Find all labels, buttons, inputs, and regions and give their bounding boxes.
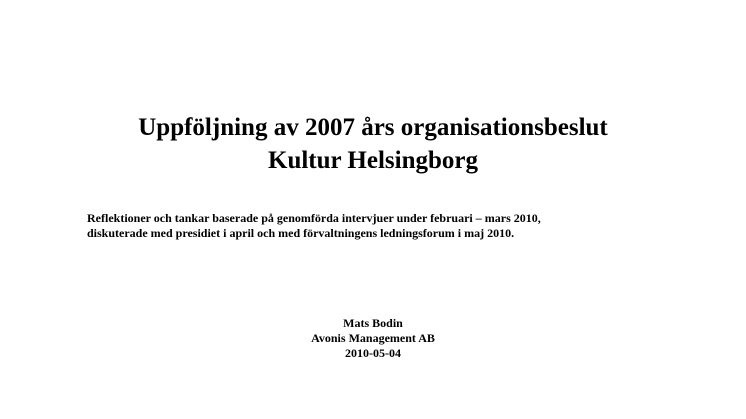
author-info <box>0 316 746 361</box>
title-line-2: Kultur Helsingborg <box>268 147 478 174</box>
title-line-1: Uppföljning av 2007 års organisationsbeslut <box>138 114 608 141</box>
document-subtitle <box>87 211 727 241</box>
subtitle-line-1: Reflektioner och tankar baserade på genomförda intervjuer under februari – mars 2010, <box>87 211 541 225</box>
author-company: Avonis Management AB <box>311 331 435 345</box>
document-title <box>0 111 746 177</box>
document-date: 2010-05-04 <box>345 346 401 360</box>
subtitle-line-2: diskuterade med presidiet i april och med förvaltningens ledningsforum i maj 2010. <box>87 226 515 240</box>
author-name: Mats Bodin <box>343 316 403 330</box>
